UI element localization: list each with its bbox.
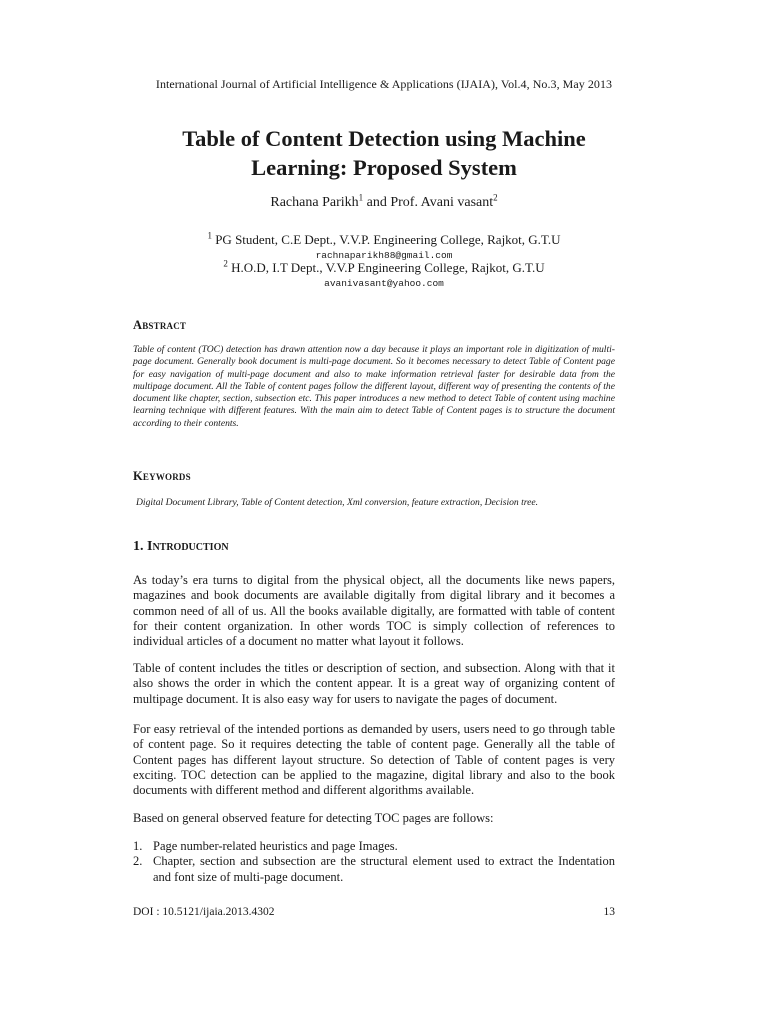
- list-item: [133, 854, 615, 885]
- abstract-body: Table of content (TOC) detection has drawn attention now a day because it plays an important role in digitization of multi-page document. Generally book document is multi-page document. So it becomes necessary to detect Table of Content page for easy navigation of multi-page document and also to make information retrieval faster for desirable data from the multipage document. All the Table of content pages follow the different layout, different way of presenting the contents of the document like chapter, section, subsection etc. This paper introduces a new method to detect Table of content using machine learning technique with different features. With the main aim to detect Table of Content pages is to structure the document according to their contents.: [133, 344, 615, 429]
- keywords-body: Digital Document Library, Table of Content detection, Xml conversion, feature extraction, Decision tree.: [136, 497, 539, 508]
- affiliation-text: PG Student, C.E Dept., V.V.P. Engineering College, Rajkot, G.T.U: [211, 232, 561, 247]
- affiliation-superscript: 1: [207, 230, 212, 241]
- body-paragraph: As today’s era turns to digital from the physical object, all the documents like news papers, magazines and book documents are available digitally from digital library and it becomes a common need of all of us. All the books available digitally, are formatted with table of content for their content organization. In other words TOC is simply collection of references to individual articles of a document no matter what layout it follows.: [133, 573, 615, 649]
- author-list: [0, 192, 768, 211]
- abstract-heading: Abstract: [133, 318, 187, 332]
- author-email: rachnaparikh88@gmail.com: [315, 250, 453, 261]
- body-paragraph: Based on general observed feature for detecting TOC pages are follows:: [133, 811, 494, 825]
- list-number: 1.: [133, 839, 143, 853]
- feature-list: [133, 839, 615, 885]
- list-item-text: Chapter, section and subsection are the structural element used to extract the Indentation and font size of multi-page document.: [153, 854, 615, 884]
- list-item: [133, 839, 615, 854]
- list-item-text: Page number-related heuristics and page Images.: [153, 839, 398, 853]
- section-heading: 1. Introduction: [133, 539, 229, 554]
- affiliation-text: H.O.D, I.T Dept., V.V.P Engineering College, Rajkot, G.T.U: [227, 260, 545, 275]
- author-superscript: 1: [358, 192, 364, 203]
- body-paragraph: Table of content includes the titles or description of section, and subsection. Along with that it also shows the order in which the content appear. It is a great way of organizing content of multipage document. It is also easy way for users to navigate the pages of document.: [133, 661, 615, 706]
- paper-title: [120, 124, 648, 182]
- author-name: and Prof. Avani vasant: [363, 195, 494, 210]
- body-paragraph: For easy retrieval of the intended portions as demanded by users, users need to go through table of content page. So it requires detecting the table of content page. Generally all the table of Content pages has different layout structure. So detection of Table of content pages is very exciting. TOC detection can be applied to the magazine, digital library and also to the book documents with different method and different algorithms available.: [133, 722, 615, 798]
- title-line: Table of Content Detection using Machine: [182, 126, 586, 151]
- affiliation-superscript: 2: [223, 258, 228, 269]
- affiliation: [0, 260, 768, 276]
- journal-header: International Journal of Artificial Intelligence & Applications (IJAIA), Vol.4, No.3, May 2013: [155, 77, 613, 91]
- list-number: 2.: [133, 854, 143, 869]
- author-superscript: 2: [493, 192, 498, 203]
- doi-footer: DOI : 10.5121/ijaia.2013.4302: [133, 906, 275, 918]
- page-number: 13: [603, 906, 615, 918]
- author-name: Rachana Parikh: [270, 195, 359, 210]
- keywords-heading: Keywords: [133, 469, 191, 483]
- affiliation: [0, 232, 768, 248]
- author-email: avanivasant@yahoo.com: [324, 278, 444, 289]
- title-line: Learning: Proposed System: [251, 155, 517, 180]
